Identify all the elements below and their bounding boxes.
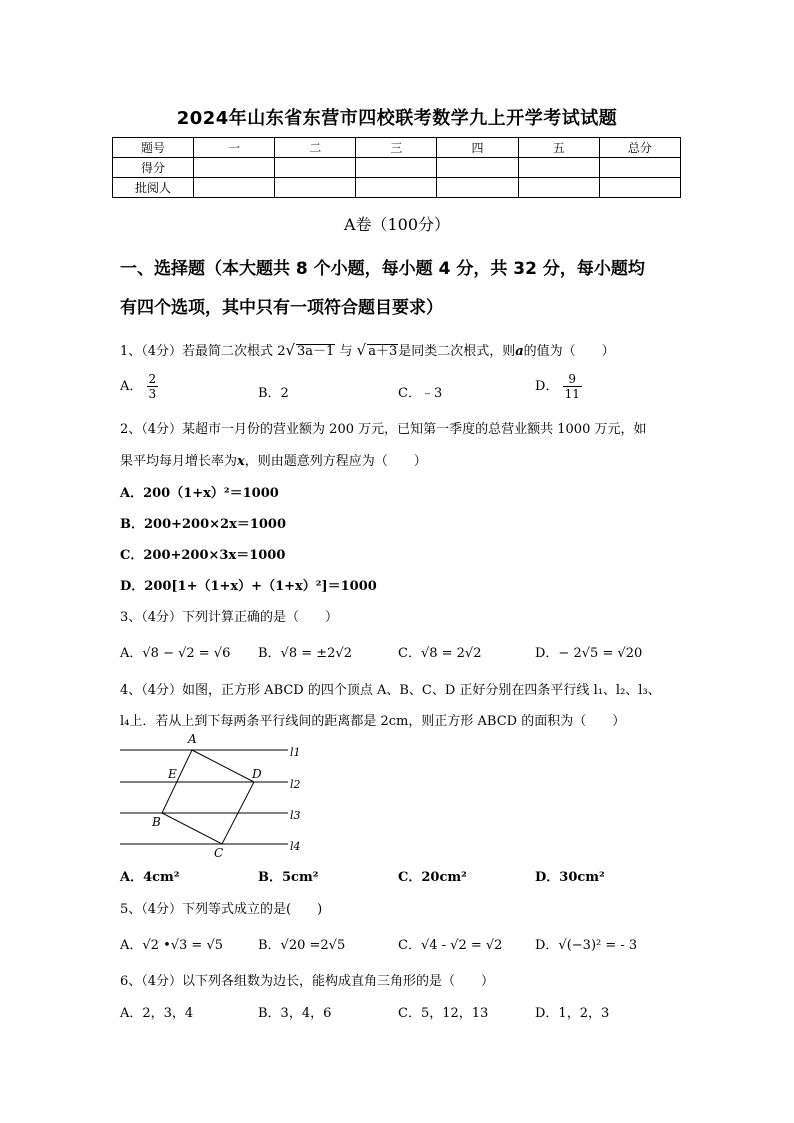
q6-option-c[interactable]: C．5，12，13	[398, 1006, 489, 1021]
sqrt-symbol: √	[356, 341, 367, 359]
figure-label: E	[168, 767, 177, 781]
score-table-row	[113, 158, 681, 178]
figure-label: D	[252, 767, 262, 781]
q6-option-a[interactable]: A．2，3，4	[120, 1006, 194, 1021]
figure-label: B	[152, 815, 161, 829]
q1-option-d[interactable]: D． $\frac{9}{11}$	[535, 372, 580, 401]
header-cell: 题号	[113, 138, 194, 158]
section-heading-line1: 一、选择题（本大题共 8 个小题，每小题 4 分，共 32 分，每小题均	[120, 259, 645, 279]
line-label: l3	[290, 809, 301, 822]
question-2-stem-line2: 果平均每月增长率为x，则由题意列方程应为（ ）	[120, 454, 427, 469]
score-cell[interactable]	[356, 158, 437, 178]
question-3-stem: 3、（4分）下列计算正确的是（ ）	[120, 610, 339, 625]
q3-option-d[interactable]: D．− 2√5 = √20	[535, 646, 643, 661]
question-5-stem: 5、（4分）下列等式成立的是( )	[120, 902, 323, 917]
line-label: l4	[290, 840, 301, 853]
score-cell[interactable]	[194, 158, 275, 178]
q5-option-c[interactable]: C．√4 - √2 = √2	[398, 938, 503, 953]
header-cell: 总分	[599, 138, 680, 158]
volume-heading: A卷（100分）	[343, 215, 451, 234]
score-cell[interactable]	[599, 158, 680, 178]
line-label: l2	[290, 778, 301, 791]
line-label: l1	[290, 746, 301, 759]
header-cell: 四	[437, 138, 518, 158]
q5-option-b[interactable]: B．√20 =2√5	[258, 938, 346, 953]
score-cell[interactable]	[437, 158, 518, 178]
score-cell[interactable]	[194, 178, 275, 198]
q2-option-d[interactable]: D．200[1+（1+x）+（1+x）²]＝1000	[120, 579, 377, 594]
q4-option-c[interactable]: C．20cm²	[398, 870, 467, 885]
q3-option-a[interactable]: A．√8 − √2 = √6	[120, 646, 231, 661]
q1-option-c[interactable]: C．﹣3	[398, 386, 443, 401]
figure-label: A	[188, 732, 197, 746]
header-cell: 二	[275, 138, 356, 158]
question-4-stem-line2: l₄上．若从上到下每两条平行线间的距离都是 2cm，则正方形 ABCD 的面积为（ ）	[120, 714, 626, 729]
question-4-stem-line1: 4、（4分）如图，正方形 ABCD 的四个顶点 A、B、C、D 正好分别在四条平行线 l₁、l₂、l₃、	[120, 683, 661, 698]
q5-option-a[interactable]: A．√2 •√3 = √5	[120, 938, 224, 953]
question-2-stem-line1: 2、（4分）某超市一月份的营业额为 200 万元，已知第一季度的总营业额共 1000 万元，如	[120, 422, 647, 437]
q6-option-d[interactable]: D．1，2，3	[535, 1006, 610, 1021]
radicand: 3a－1	[297, 344, 335, 359]
q3-option-c[interactable]: C．√8 = 2√2	[398, 646, 482, 661]
score-table	[112, 137, 681, 198]
figure-label: C	[214, 846, 224, 860]
score-cell[interactable]	[518, 178, 599, 198]
parallel-lines-square-figure	[118, 732, 318, 860]
header-cell: 三	[356, 138, 437, 158]
score-cell[interactable]	[356, 178, 437, 198]
header-cell: 一	[194, 138, 275, 158]
score-cell[interactable]	[437, 178, 518, 198]
q2-option-b[interactable]: B．200+200×2x＝1000	[120, 517, 287, 532]
radicand: a＋3	[368, 344, 398, 359]
q4-option-b[interactable]: B．5cm²	[258, 870, 319, 885]
q4-option-a[interactable]: A．4cm²	[120, 870, 180, 885]
row-label: 批阅人	[113, 178, 194, 198]
q4-option-d[interactable]: D．30cm²	[535, 870, 605, 885]
square-abcd	[162, 750, 254, 844]
q6-option-b[interactable]: B．3，4，6	[258, 1006, 332, 1021]
q2-option-a[interactable]: A．200（1+x）²＝1000	[120, 486, 279, 501]
q3-option-b[interactable]: B．√8 = ±2√2	[258, 646, 352, 661]
exam-title: 2024年山东省东营市四校联考数学九上开学考试试题	[176, 108, 618, 129]
score-cell[interactable]	[518, 158, 599, 178]
score-cell[interactable]	[599, 178, 680, 198]
header-cell: 五	[518, 138, 599, 158]
section-heading-line2: 有四个选项，其中只有一项符合题目要求）	[120, 298, 443, 318]
q1-option-a[interactable]: A． $\frac{2}{3}$	[120, 372, 157, 401]
fraction: $\frac{2}{3}$	[148, 372, 157, 401]
sqrt-symbol: √	[285, 341, 296, 359]
q1-option-b[interactable]: B．2	[258, 386, 289, 401]
score-cell[interactable]	[275, 178, 356, 198]
q2-option-c[interactable]: C．200+200×3x＝1000	[120, 548, 286, 563]
q5-option-d[interactable]: D．√(−3)² = - 3	[535, 938, 638, 953]
score-table-header-row	[113, 138, 681, 158]
score-cell[interactable]	[275, 158, 356, 178]
fraction: $\frac{9}{11}$	[564, 372, 580, 401]
score-table-row	[113, 178, 681, 198]
row-label: 得分	[113, 158, 194, 178]
question-1-stem: 1、（4分）若最简二次根式 2√ 3a－1 与 √ a＋3是同类二次根式，则a的值为（ ）	[120, 341, 615, 359]
question-6-stem: 6、（4分）以下列各组数为边长，能构成直角三角形的是（ ）	[120, 974, 495, 989]
